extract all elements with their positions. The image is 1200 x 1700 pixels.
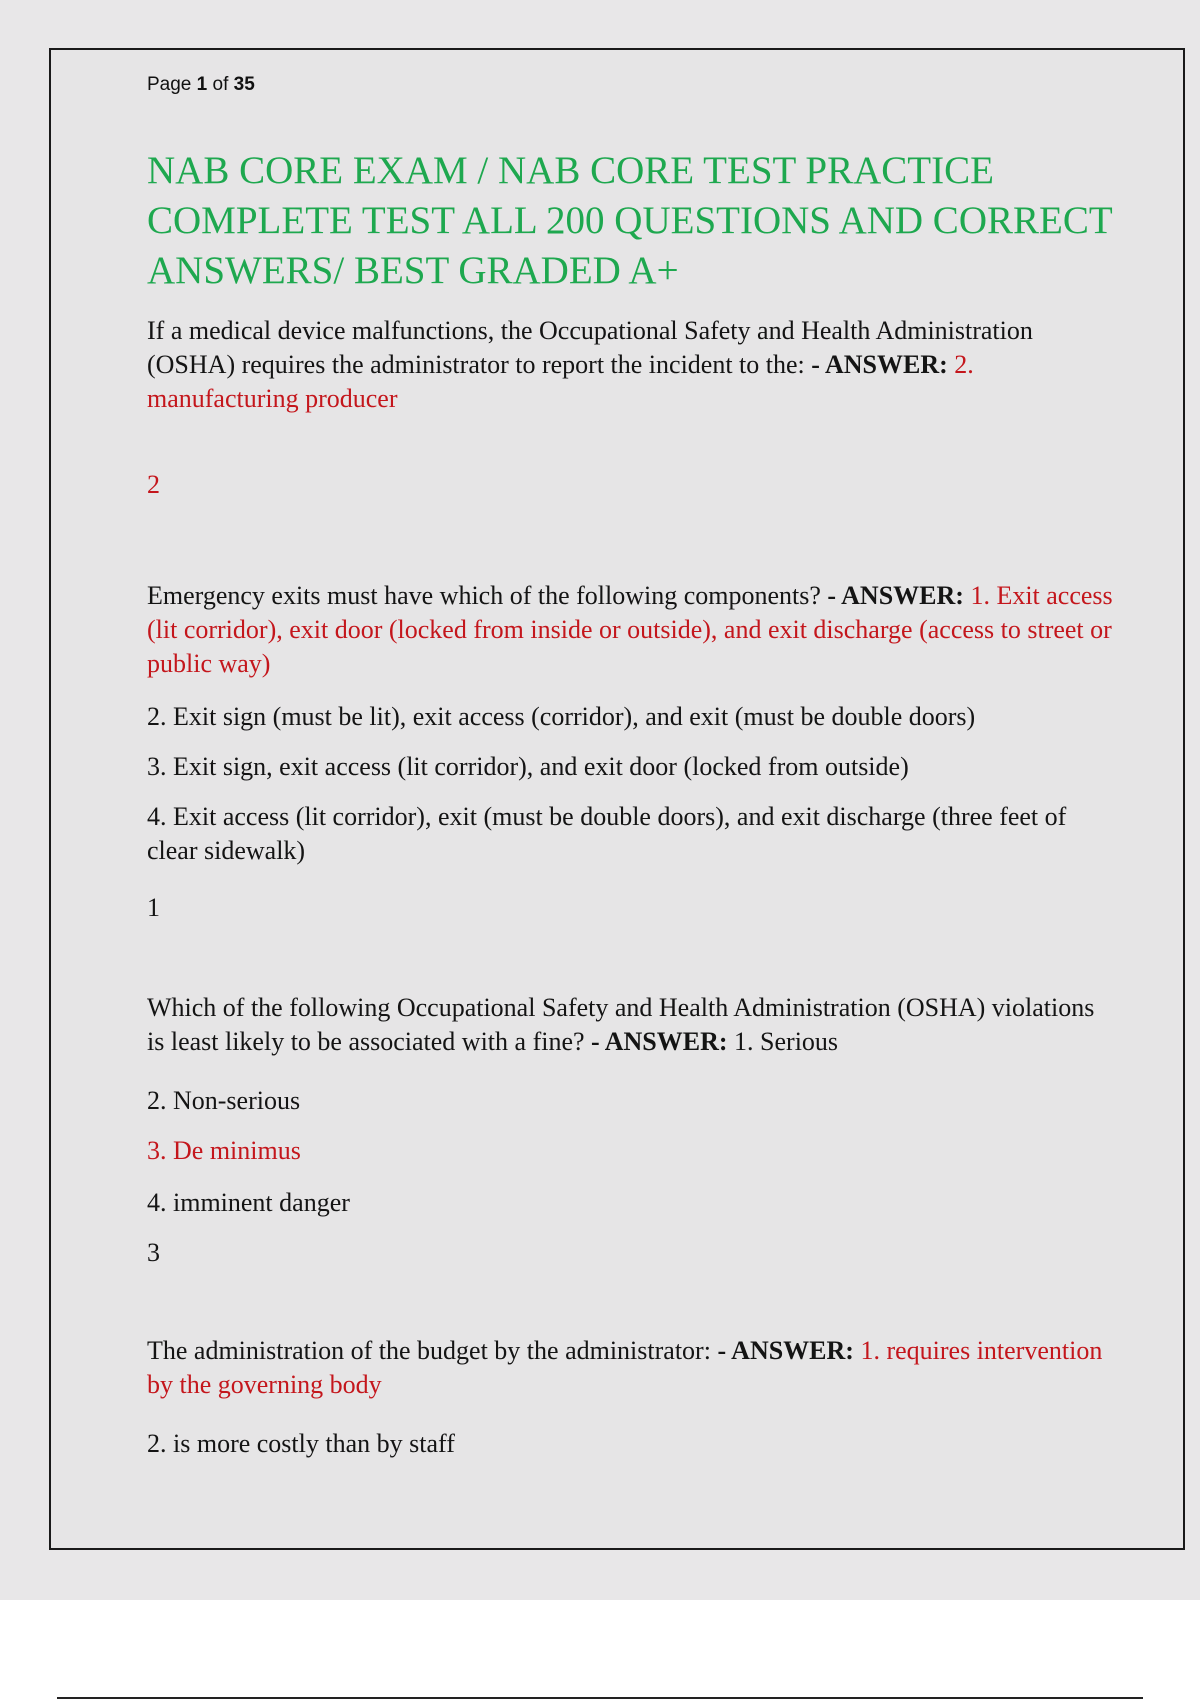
question-2-option: 4. Exit access (lit corridor), exit (must be double doors), and exit discharge (three feet of clear sidewalk) (147, 802, 1067, 865)
divider (57, 1697, 1143, 1699)
page-current: 1 (196, 74, 208, 95)
question-2-number: 1 (147, 893, 160, 922)
answer-marker: - ANSWER: (591, 1027, 728, 1056)
question-2-answer: 1. Exit access (lit corridor), exit door (locked from inside or outside), and exit discharge (access to street or public way) (147, 581, 1113, 678)
question-2-text: Emergency exits must have which of the following components? (147, 581, 828, 610)
question-3-text: Which of the following Occupational Safety and Health Administration (OSHA) violations is least likely to be associated with a fine? (147, 993, 1095, 1056)
answer-marker: - ANSWER: (827, 581, 964, 610)
question-1-number: 2 (147, 470, 160, 499)
page-total: 35 (233, 74, 255, 95)
question-2-option: 2. Exit sign (must be lit), exit access (corridor), and exit (must be double doors) (147, 702, 976, 731)
question-1-text: If a medical device malfunctions, the Occupational Safety and Health Administration (OSHA) requires the administrator to report the incident to the: (147, 316, 1033, 379)
question-4-text: The administration of the budget by the administrator: (147, 1336, 718, 1365)
question-1 (147, 314, 1117, 416)
question-4-answer: 1. requires intervention by the governing body (147, 1336, 1103, 1399)
question-3-option: 2. Non-serious (147, 1086, 301, 1115)
answer-marker: - ANSWER: (811, 350, 948, 379)
next-page-preview (0, 1600, 1200, 1700)
question-3-option: 1. Serious (734, 1027, 839, 1056)
document-title: NAB CORE EXAM / NAB CORE TEST PRACTICE COMPLETE TEST ALL 200 QUESTIONS AND CORRECT ANSWERS/ BEST GRADED A+ (147, 149, 1112, 292)
question-3-option: 4. imminent danger (147, 1188, 350, 1217)
question-1-answer: 2. manufacturing producer (147, 350, 974, 413)
question-4 (147, 1334, 1117, 1402)
question-2-option: 3. Exit sign, exit access (lit corridor), and exit door (locked from outside) (147, 752, 909, 781)
question-3-number: 3 (147, 1238, 160, 1267)
question-3-answer: 3. De minimus (147, 1136, 301, 1165)
document-page (49, 48, 1185, 1550)
answer-marker: - ANSWER: (717, 1336, 854, 1365)
page-of-label: of (207, 74, 234, 95)
question-2 (147, 579, 1117, 681)
question-4-option: 2. is more costly than by staff (147, 1429, 455, 1458)
question-3 (147, 991, 1117, 1059)
page-number (147, 74, 255, 96)
page-label: Page (147, 74, 197, 95)
